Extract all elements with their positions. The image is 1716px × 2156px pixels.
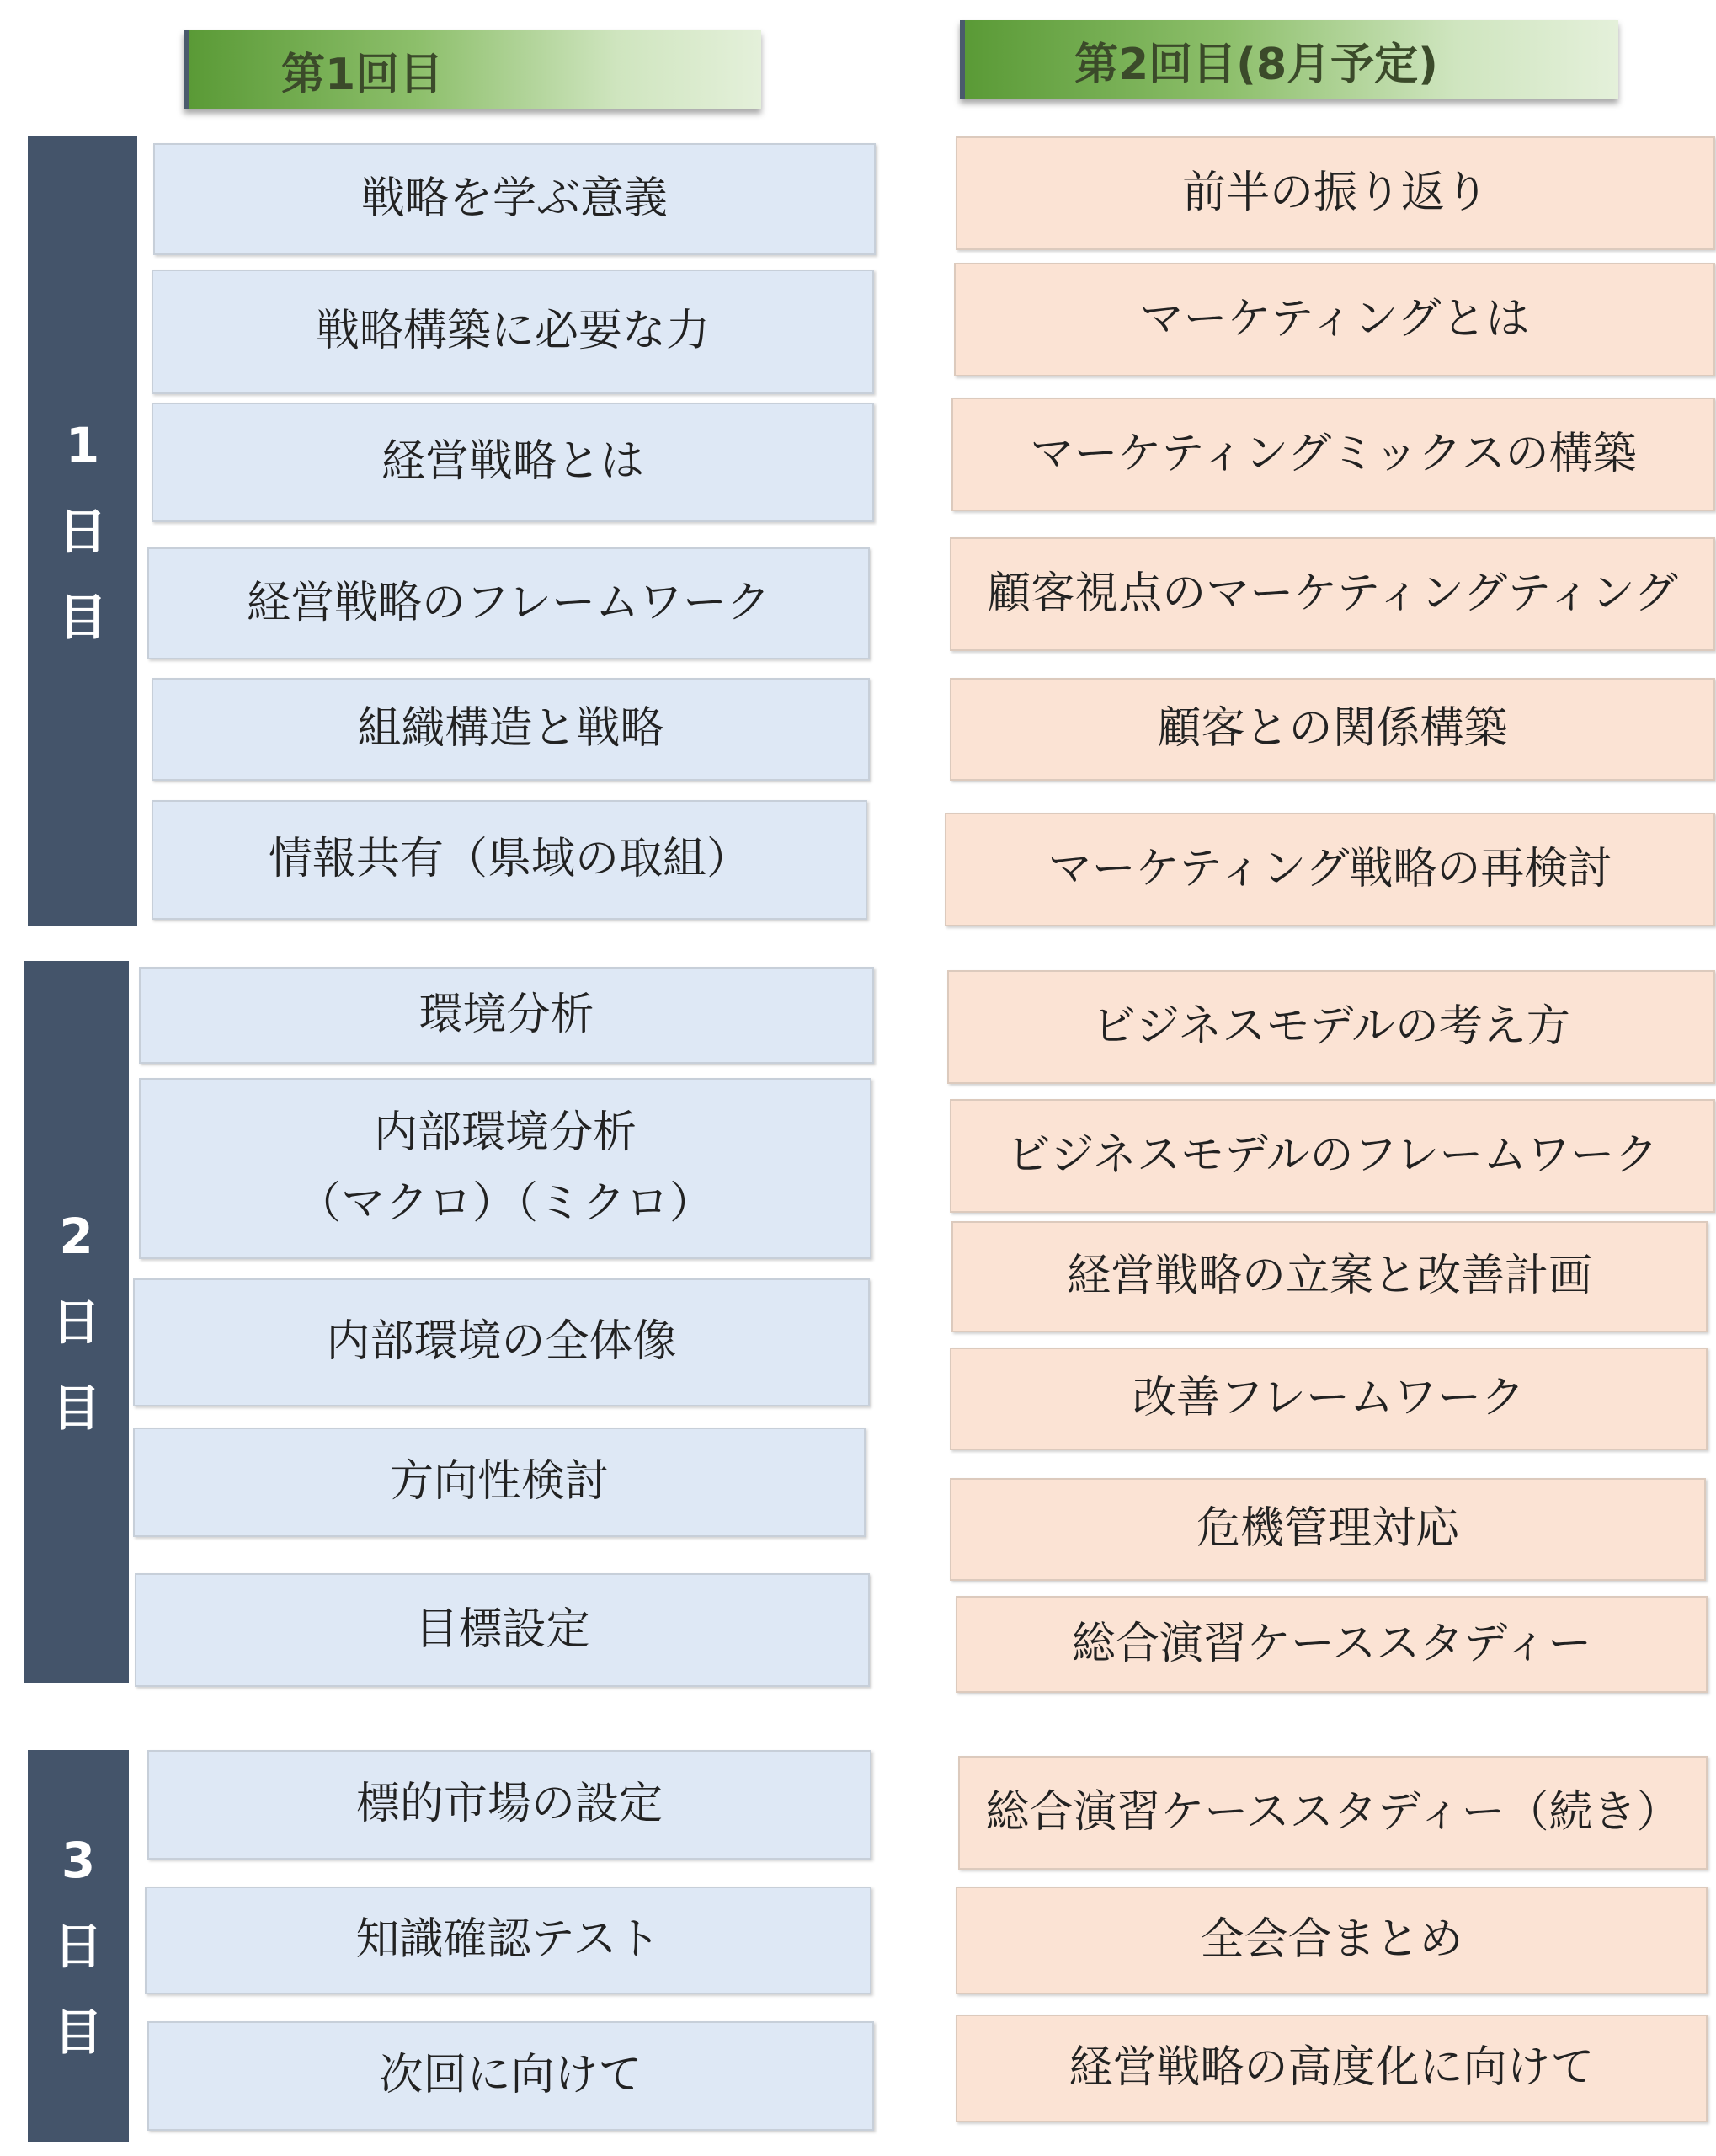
day-label-char: 日 <box>53 1917 103 1975</box>
day-label-char: 1 <box>65 416 100 474</box>
session1-item: 環境分析 <box>139 967 874 1064</box>
day-label-char: 日 <box>57 502 107 560</box>
day-label-char: 目 <box>51 1379 101 1437</box>
session1-item: 方向性検討 <box>133 1428 866 1537</box>
session2-item: マーケティングミックスの構築 <box>951 398 1715 511</box>
session1-item: 経営戦略のフレームワーク <box>147 547 870 659</box>
session2-item: 顧客との関係構築 <box>950 678 1715 781</box>
day-label-char: 目 <box>57 588 107 646</box>
session2-item: 経営戦略の高度化に向けて <box>956 2015 1708 2122</box>
session2-item: 全会合まとめ <box>956 1886 1708 1994</box>
session2-item: マーケティングとは <box>954 263 1715 376</box>
session1-item: 組織構造と戦略 <box>152 678 870 781</box>
session2-item: 総合演習ケーススタディー <box>956 1596 1708 1693</box>
day-2-label <box>24 961 129 1683</box>
session1-item: 内部環境分析 （マクロ）（ミクロ） <box>139 1078 871 1259</box>
session1-item: 標的市場の設定 <box>147 1750 871 1860</box>
day-1-label <box>28 136 137 926</box>
session1-item: 情報共有（県域の取組） <box>152 800 867 920</box>
session1-header-label: 第1回目 <box>281 49 444 100</box>
session2-item: 顧客視点のマーケティングティング <box>950 537 1715 651</box>
session1-item: 目標設定 <box>135 1573 870 1687</box>
session2-item: ビジネスモデルのフレームワーク <box>950 1099 1715 1213</box>
session2-item: 前半の振り返り <box>956 136 1715 250</box>
day-label-char: 目 <box>53 2003 103 2061</box>
session1-header <box>184 30 761 109</box>
session2-header-label: 第2回目(8月予定) <box>1074 39 1438 90</box>
day-3-label <box>28 1750 129 2142</box>
session2-item: 総合演習ケーススタディー（続き） <box>958 1756 1708 1870</box>
session2-item: 経営戦略の立案と改善計画 <box>951 1221 1708 1332</box>
session2-item: ビジネスモデルの考え方 <box>947 970 1715 1084</box>
session1-item: 内部環境の全体像 <box>133 1278 870 1406</box>
day-label-char: 2 <box>59 1207 93 1265</box>
session2-item: マーケティング戦略の再検討 <box>945 813 1715 926</box>
day-label-char: 3 <box>61 1831 96 1889</box>
session1-item: 戦略構築に必要な力 <box>152 270 874 394</box>
session2-item: 危機管理対応 <box>950 1478 1706 1581</box>
session1-item: 知識確認テスト <box>145 1886 871 1994</box>
session1-item: 次回に向けて <box>147 2021 874 2131</box>
day-label-char: 日 <box>51 1293 101 1351</box>
session1-item: 経営戦略とは <box>152 403 874 522</box>
session2-item: 改善フレームワーク <box>950 1348 1708 1450</box>
session2-header <box>960 20 1618 99</box>
session1-item: 戦略を学ぶ意義 <box>153 143 876 255</box>
